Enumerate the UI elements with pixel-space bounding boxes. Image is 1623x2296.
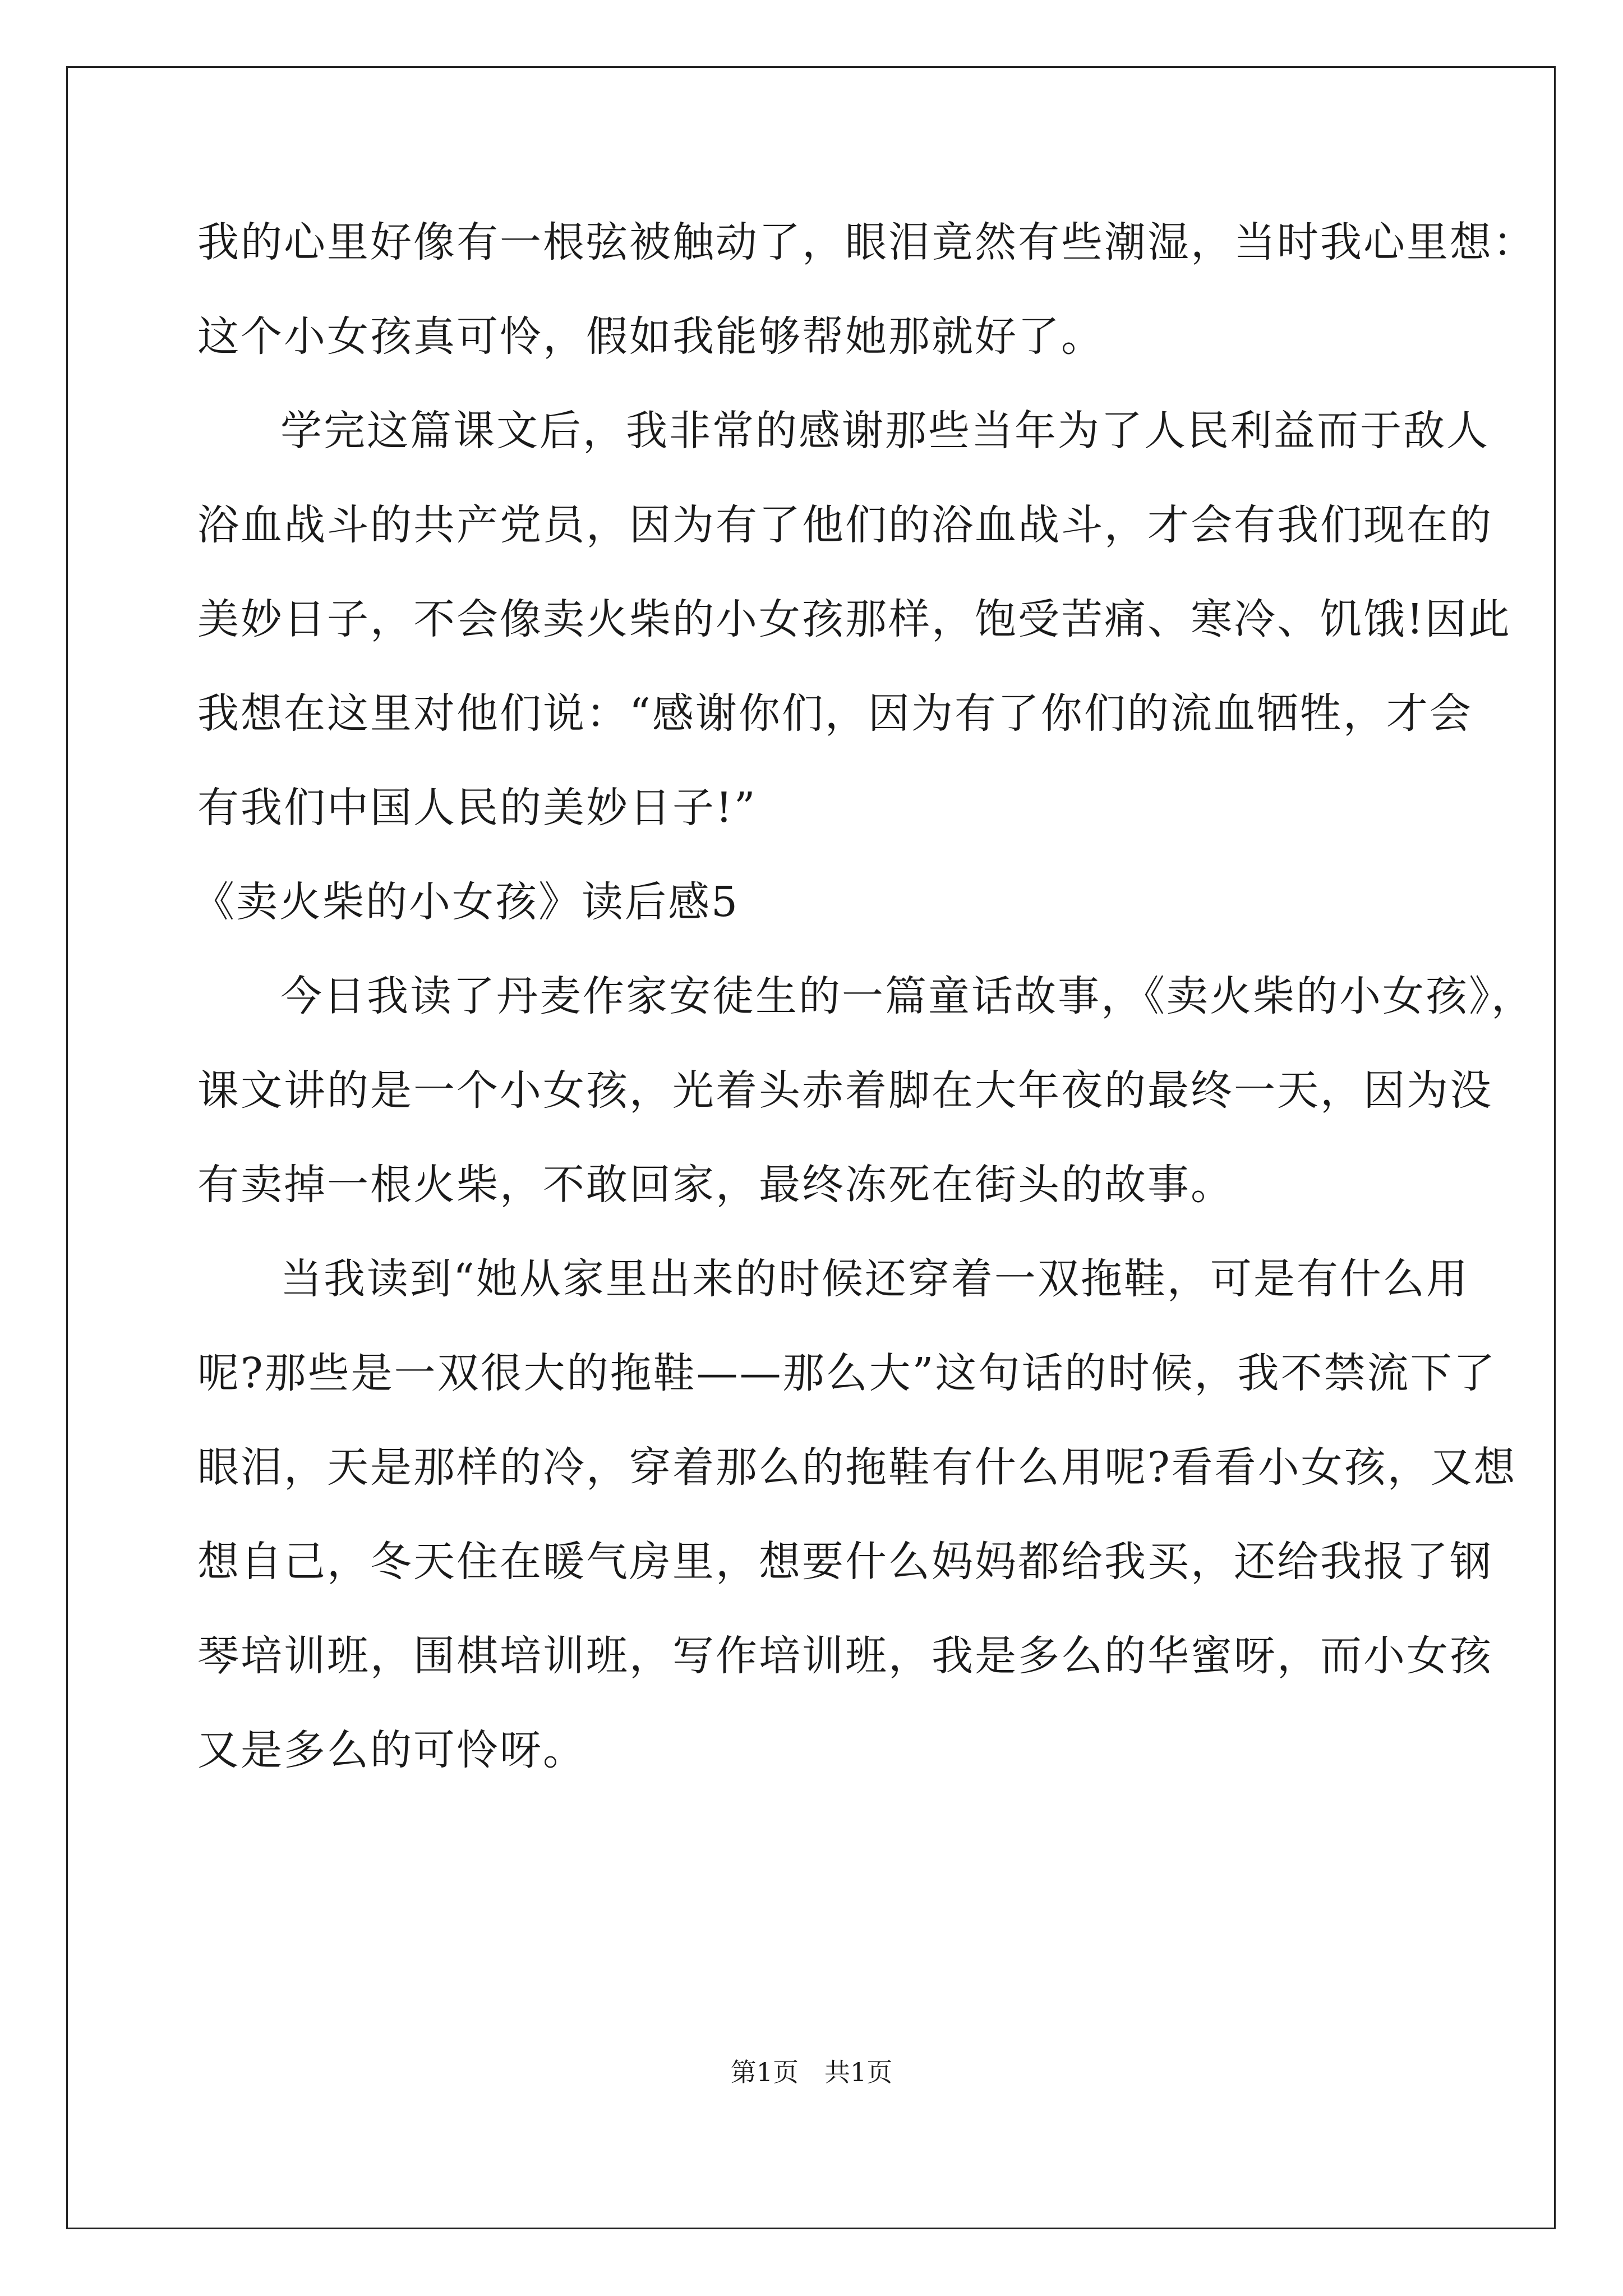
text-line: 有我们中国人民的美妙日子!” — [197, 784, 757, 832]
document-body — [193, 195, 1536, 1797]
text-line: 有卖掉一根火柴，不敢回家，最终冻死在街头的故事。 — [197, 1161, 1234, 1209]
text-line: 这个小女孩真可怜，假如我能够帮她那就好了。 — [197, 312, 1104, 361]
text-line: 美妙日子，不会像卖火柴的小女孩那样，饱受苦痛、寒冷、饥饿!因此 — [197, 595, 1511, 643]
text-line: 呢?那些是一双很大的拖鞋——那么大”这句话的时候，我不禁流下了 — [197, 1349, 1497, 1397]
paragraph-start-line: 学完这篇课文后，我非常的感谢那些当年为了人民利益而于敌人 — [280, 407, 1490, 455]
text-line: 眼泪，天是那样的冷，穿着那么的拖鞋有什么用呢?看看小女孩，又想 — [197, 1443, 1517, 1492]
text-line: 我的心里好像有一根弦被触动了，眼泪竟然有些潮湿，当时我心里想： — [197, 218, 1536, 266]
page-total: 共1页 — [824, 2057, 893, 2087]
text-line: 想自己，冬天住在暖气房里，想要什么妈妈都给我买，还给我报了钢 — [197, 1538, 1493, 1586]
text-line: 我想在这里对他们说：“感谢你们，因为有了你们的流血牺牲，才会 — [197, 689, 1473, 738]
paragraph-start-line: 当我读到“她从家里出来的时候还穿着一双拖鞋，可是有什么用 — [280, 1255, 1469, 1303]
page-footer — [0, 2055, 1623, 2089]
section-heading: 《卖火柴的小女孩》读后感5 — [193, 878, 740, 926]
paragraph-start-line: 今日我读了丹麦作家安徒生的一篇童话故事，《卖火柴的小女孩》， — [280, 972, 1534, 1020]
text-line: 浴血战斗的共产党员，因为有了他们的浴血战斗，才会有我们现在的 — [197, 501, 1493, 549]
page-number: 第1页 — [730, 2057, 799, 2087]
text-line: 课文讲的是一个小女孩，光着头赤着脚在大年夜的最终一天，因为没 — [197, 1066, 1493, 1115]
text-line: 琴培训班，围棋培训班，写作培训班，我是多么的华蜜呀，而小女孩 — [197, 1632, 1493, 1680]
text-line: 又是多么的可怜呀。 — [197, 1726, 586, 1774]
